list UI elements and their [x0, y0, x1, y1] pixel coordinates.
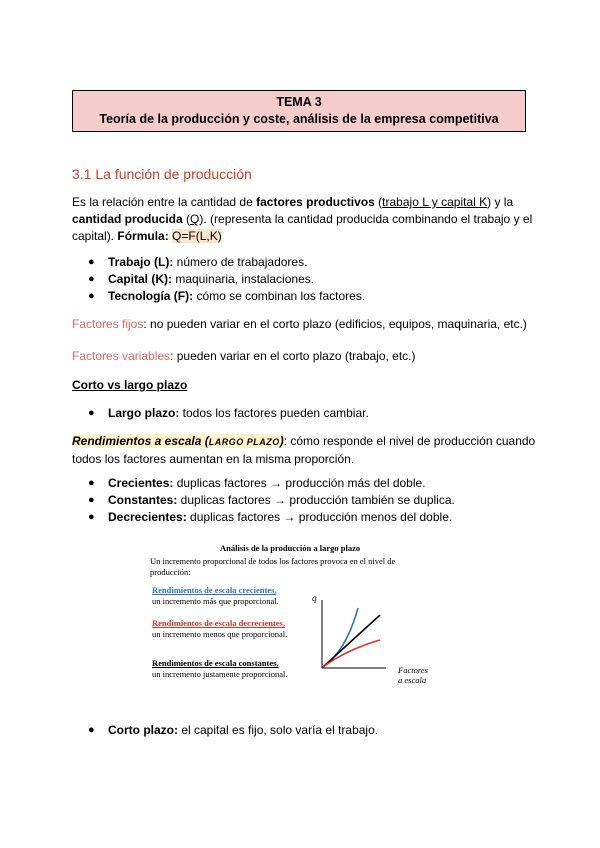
list-item: [72, 254, 365, 271]
constantes-title: Rendimientos de escala constantes,: [152, 658, 279, 668]
crecientes-block: [152, 585, 279, 607]
intro-text: (: [182, 212, 191, 226]
intro-text: Es la relación entre la cantidad de: [72, 195, 257, 209]
returns-to-scale-figure: [146, 540, 456, 700]
section-heading: 3.1 La función de producción: [72, 166, 252, 182]
item-label: Corto plazo:: [108, 723, 178, 737]
bullet-icon: ●: [88, 477, 95, 489]
intro-cantidad: cantidad producida: [72, 212, 183, 226]
item-text: el capital es fijo, solo varía el trabajo.: [178, 723, 379, 737]
item-text: duplicas factores → producción menos del doble.: [186, 510, 453, 524]
decrecientes-desc: un incremento menos que proporcional.: [152, 629, 288, 639]
item-label: Capital (K):: [108, 272, 172, 286]
largo-plazo-tag: LARGO PLAZO: [208, 437, 280, 447]
item-label: Crecientes:: [108, 476, 174, 490]
intro-paragraph: [72, 194, 542, 245]
corto-plazo-list: [72, 722, 378, 739]
x-axis-label-line2: a escala: [398, 675, 427, 685]
item-text: número de trabajadores.: [173, 255, 308, 269]
figure-title: Análisis de la producción a largo plazo: [220, 543, 361, 553]
fixed-factors-paragraph: [72, 316, 542, 333]
item-text: todos los factores pueden cambiar.: [179, 406, 369, 420]
bullet-icon: ●: [88, 511, 95, 523]
intro-trabajo-capital: trabajo L y capital K: [382, 195, 488, 209]
crecientes-curve: [323, 608, 358, 667]
rendimientos-label-a: Rendimientos a escala (: [72, 434, 209, 448]
variable-factors-text: : pueden variar en el corto plazo (trabajo, etc.): [170, 349, 416, 363]
x-axis-label: [398, 665, 428, 685]
intro-text: (: [374, 195, 383, 209]
y-axis-label: q: [312, 593, 317, 603]
list-item: [72, 405, 369, 422]
bullet-icon: ●: [88, 290, 95, 302]
figure-intro: Un incremento proporcional de todos los factores provoca en el nivel de producción:: [150, 556, 396, 577]
decrecientes-title: Rendimientos de escala decrecientes,: [152, 618, 285, 628]
item-text: maquinaria, instalaciones.: [172, 272, 315, 286]
intro-factores: factores productivos: [256, 195, 375, 209]
rendimientos-label-c: ): [279, 434, 284, 448]
variable-factors-paragraph: [72, 348, 542, 365]
rendimientos-text: : cómo responde el nivel de producción cuando todos los factores aumentan en la misma proporción.: [72, 434, 536, 466]
intro-text: ). (representa la cantidad producida combinando el trabajo y el capital).: [72, 212, 533, 243]
list-item: [72, 475, 455, 492]
rendimientos-paragraph: [72, 433, 542, 468]
decrecientes-block: [152, 618, 287, 640]
crecientes-title: Rendimientos de escala crecientes,: [152, 585, 277, 595]
bullet-icon: ●: [88, 256, 95, 268]
constantes-block: [152, 658, 288, 680]
bullet-icon: ●: [88, 724, 95, 736]
item-label: Largo plazo:: [108, 406, 180, 420]
topic-title-box: [72, 90, 526, 132]
factors-list: [72, 254, 365, 305]
variable-factors-label: Factores variables: [72, 349, 171, 363]
item-label: Decrecientes:: [108, 510, 187, 524]
topic-title: Teoría de la producción y coste, análisis de la empresa competitiva: [99, 112, 499, 126]
list-item: [72, 271, 365, 288]
constantes-desc: un incremento justamente proporcional.: [152, 669, 288, 679]
item-label: Constantes:: [108, 493, 178, 507]
intro-text: ) y la: [487, 195, 514, 209]
item-label: Trabajo (L):: [108, 255, 174, 269]
fixed-factors-label: Factores fijos: [72, 317, 144, 331]
formula-value: Q=F(L,K): [172, 229, 222, 243]
bullet-icon: ●: [88, 273, 95, 285]
intro-q: Q: [190, 212, 200, 226]
crecientes-desc: un incremento más que proporcional.: [152, 596, 279, 606]
list-item: [72, 492, 455, 509]
decrecientes-curve: [323, 640, 380, 667]
corto-vs-largo-heading: Corto vs largo plazo: [72, 378, 188, 392]
constantes-line: [323, 615, 380, 667]
list-item: [72, 509, 455, 526]
rendimientos-types-list: [72, 475, 455, 526]
rendimientos-label: [72, 434, 284, 448]
largo-plazo-list: [72, 405, 369, 422]
x-axis-label-line1: Factores: [398, 665, 428, 675]
item-text: duplicas factores → producción también se duplica.: [177, 493, 455, 507]
bullet-icon: ●: [88, 407, 95, 419]
item-text: duplicas factores → producción más del doble.: [173, 476, 426, 490]
intro-formula-label: Fórmula:: [117, 229, 169, 243]
returns-graph: [316, 596, 388, 670]
list-item: [72, 722, 378, 739]
fixed-factors-text: : no pueden variar en el corto plazo (edificios, equipos, maquinaria, etc.): [143, 317, 527, 331]
bullet-icon: ●: [88, 494, 95, 506]
item-text: cómo se combinan los factores.: [193, 289, 366, 303]
item-label: Tecnología (F):: [108, 289, 194, 303]
topic-number: TEMA 3: [276, 95, 322, 109]
list-item: [72, 288, 365, 305]
